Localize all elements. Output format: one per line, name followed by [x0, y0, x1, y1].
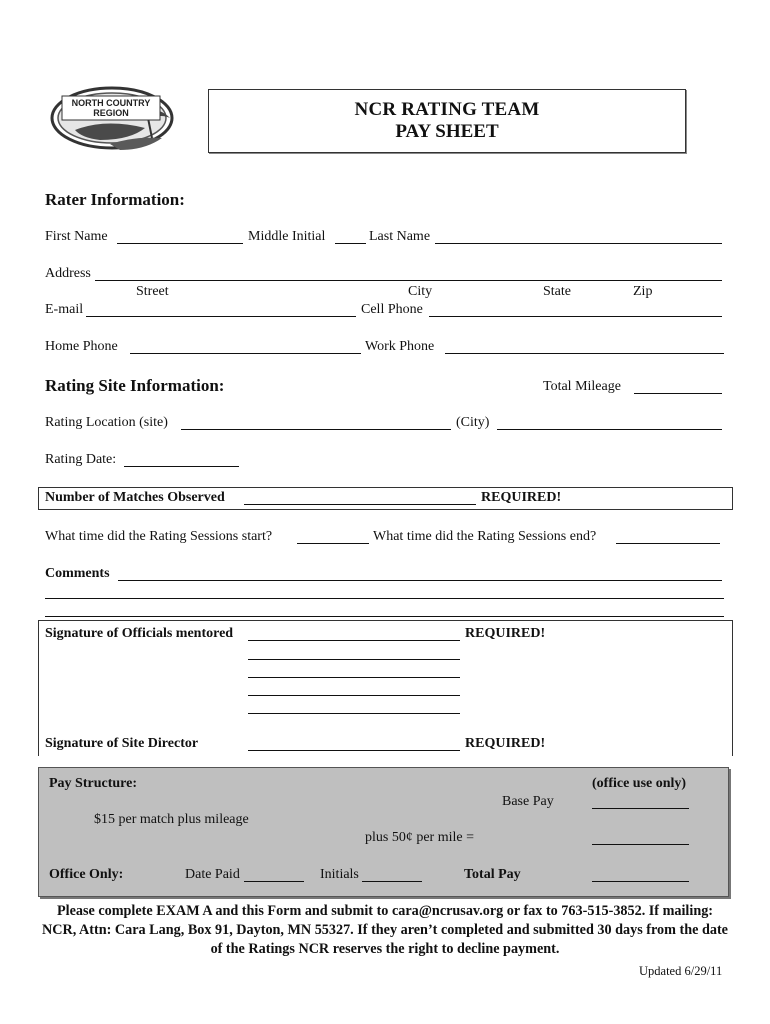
officials-signature-line-5[interactable]: [248, 713, 460, 714]
base-pay-field[interactable]: [592, 808, 689, 809]
total-pay-field[interactable]: [592, 881, 689, 882]
date-paid-field[interactable]: [244, 881, 304, 882]
rating-location-field[interactable]: [181, 429, 451, 430]
comments-label: Comments: [45, 566, 110, 581]
matches-required: REQUIRED!: [481, 490, 562, 505]
ncr-logo: [50, 78, 180, 158]
session-end-field[interactable]: [616, 543, 720, 544]
first-name-field[interactable]: [117, 243, 243, 244]
work-phone-field[interactable]: [445, 353, 724, 354]
director-required: REQUIRED!: [465, 736, 546, 751]
middle-initial-label: Middle Initial: [248, 229, 326, 244]
state-sublabel: State: [543, 284, 571, 299]
base-pay-label: Base Pay: [502, 794, 554, 809]
email-label: E-mail: [45, 302, 84, 317]
street-sublabel: Street: [136, 284, 169, 299]
svg-text:NORTH COUNTRY: NORTH COUNTRY: [71, 98, 151, 108]
first-name-label: First Name: [45, 229, 108, 244]
submission-instructions: Please complete EXAM A and this Form and submit to cara@ncrusav.org or fax to 763-515-3852. If mailing: NCR, Attn: Cara Lang, Box 91, Dayton, MN 55327. If they aren’t completed and submitted 30 days from the date of the Ratings NCR reserves the right to decline payment.: [42, 903, 728, 957]
director-signature-field[interactable]: [248, 750, 460, 751]
mileage-pay-field[interactable]: [592, 844, 689, 845]
pay-rate-text: $15 per match plus mileage: [94, 812, 249, 827]
officials-signature-line-3[interactable]: [248, 677, 460, 678]
total-mileage-field[interactable]: [634, 393, 722, 394]
initials-label: Initials: [320, 867, 359, 882]
cell-phone-label: Cell Phone: [361, 302, 423, 317]
total-pay-label: Total Pay: [464, 867, 521, 882]
office-only-label: Office Only:: [49, 867, 124, 882]
rating-city-field[interactable]: [497, 429, 722, 430]
work-phone-label: Work Phone: [365, 339, 435, 354]
matches-observed-field[interactable]: [244, 504, 476, 505]
officials-required: REQUIRED!: [465, 626, 546, 641]
rating-city-label: (City): [456, 415, 490, 430]
officials-signature-line-4[interactable]: [248, 695, 460, 696]
email-field[interactable]: [86, 316, 356, 317]
session-start-label: What time did the Rating Sessions start?: [45, 529, 273, 544]
middle-initial-field[interactable]: [335, 243, 366, 244]
officials-signature-line-2[interactable]: [248, 659, 460, 660]
rating-date-field[interactable]: [124, 466, 239, 467]
title-line-2: PAY SHEET: [395, 121, 499, 142]
title-box: [208, 89, 686, 153]
session-end-label: What time did the Rating Sessions end?: [373, 529, 597, 544]
officials-signature-label: Signature of Officials mentored: [45, 626, 234, 641]
address-field[interactable]: [95, 280, 722, 281]
last-name-label: Last Name: [369, 229, 431, 244]
mileage-rate-label: plus 50¢ per mile =: [365, 830, 474, 845]
city-sublabel: City: [408, 284, 433, 299]
rating-site-heading: Rating Site Information:: [45, 376, 225, 395]
home-phone-field[interactable]: [130, 353, 361, 354]
zip-sublabel: Zip: [633, 284, 653, 299]
office-use-label: (office use only): [592, 776, 687, 791]
total-mileage-label: Total Mileage: [543, 379, 621, 394]
session-start-field[interactable]: [297, 543, 369, 544]
officials-signature-line-1[interactable]: [248, 640, 460, 641]
initials-field[interactable]: [362, 881, 422, 882]
date-paid-label: Date Paid: [185, 867, 240, 882]
matches-observed-label: Number of Matches Observed: [45, 490, 225, 505]
director-signature-label: Signature of Site Director: [45, 736, 199, 751]
home-phone-label: Home Phone: [45, 339, 118, 354]
svg-text:REGION: REGION: [93, 108, 129, 118]
rating-location-label: Rating Location (site): [45, 415, 168, 430]
last-name-field[interactable]: [435, 243, 722, 244]
pay-structure-label: Pay Structure:: [49, 776, 137, 791]
address-label: Address: [45, 266, 91, 281]
comments-field-line-2[interactable]: [45, 598, 724, 599]
rating-date-label: Rating Date:: [45, 452, 117, 467]
cell-phone-field[interactable]: [429, 316, 722, 317]
comments-field-line-1[interactable]: [118, 580, 722, 581]
title-line-1: NCR RATING TEAM: [354, 99, 540, 120]
updated-date: Updated 6/29/11: [639, 964, 723, 978]
north-country-region-logo-graphic: [50, 78, 180, 158]
rater-info-heading: Rater Information:: [45, 190, 185, 209]
comments-field-line-3[interactable]: [45, 616, 724, 617]
